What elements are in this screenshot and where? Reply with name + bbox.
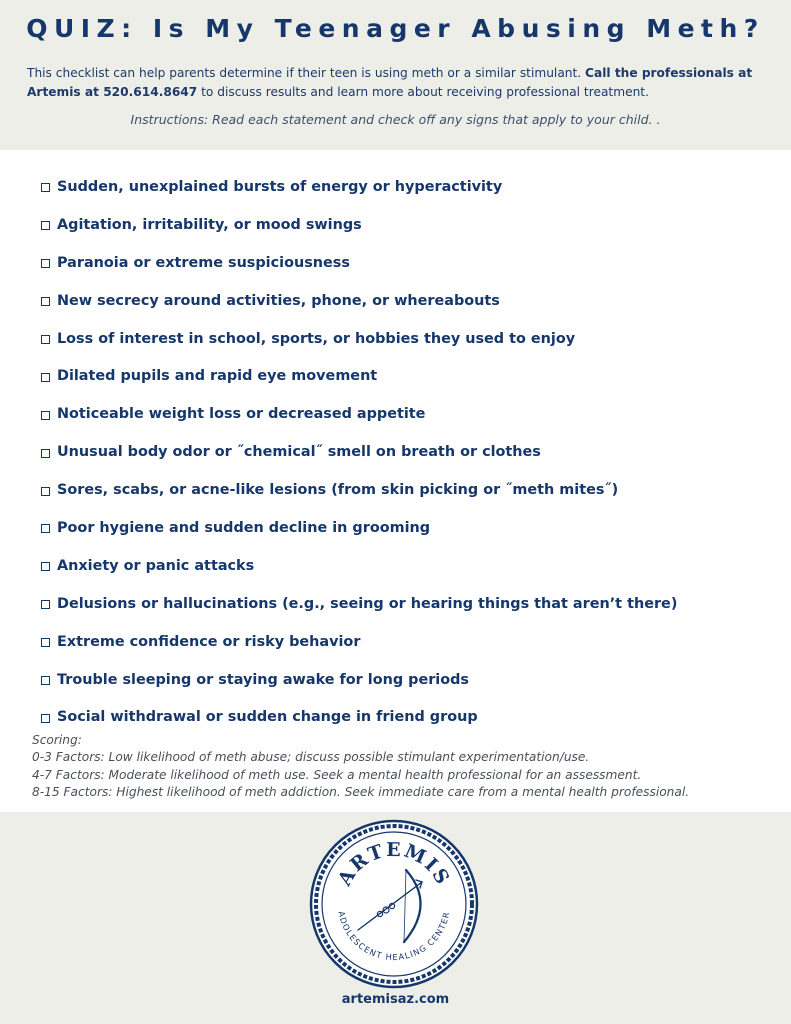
checklist-item[interactable] (41, 282, 771, 320)
checkbox[interactable] (41, 487, 50, 496)
scoring-section (32, 732, 772, 802)
checklist-item-label: Agitation, irritability, or mood swings (57, 216, 362, 233)
intro-text-after: to discuss results and learn more about receiving professional treatment. (197, 85, 649, 99)
checkbox[interactable] (41, 183, 50, 192)
checklist-item-label: Sores, scabs, or acne-like lesions (from skin picking or ˝meth mites˝) (57, 482, 619, 499)
checklist-item[interactable] (41, 661, 771, 699)
intro-call-to-action: Call the professionals at Artemis at 520.614.8647 (27, 66, 753, 99)
checkbox[interactable] (41, 411, 50, 420)
checkbox[interactable] (41, 600, 50, 609)
checklist-item[interactable] (41, 698, 771, 736)
instructions-text: Instructions: Read each statement and check off any signs that apply to your child. . (130, 112, 661, 127)
checkbox[interactable] (41, 297, 50, 306)
checklist-item[interactable] (41, 509, 771, 547)
checklist-item[interactable] (41, 357, 771, 395)
scoring-heading: Scoring: (32, 733, 82, 747)
checklist-item-label: New secrecy around activities, phone, or whereabouts (57, 292, 500, 309)
scoring-line: 4-7 Factors: Moderate likelihood of meth use. Seek a mental health professional for an assessment. (32, 767, 642, 782)
checkbox[interactable] (41, 259, 50, 268)
checklist-item-label: Dilated pupils and rapid eye movement (57, 368, 378, 385)
logo-name: ARTEMIS (333, 838, 455, 890)
checklist-item-label: Paranoia or extreme suspiciousness (57, 254, 350, 271)
intro-paragraph (27, 64, 767, 102)
checklist-item-label: Social withdrawal or sudden change in friend group (57, 709, 478, 726)
scoring-line: 0-3 Factors: Low likelihood of meth abuse; discuss possible stimulant experimentation/use. (32, 750, 590, 765)
checklist-item[interactable] (41, 471, 771, 509)
checkbox[interactable] (41, 562, 50, 571)
checkbox[interactable] (41, 373, 50, 382)
checklist-item-label: Extreme confidence or risky behavior (57, 633, 361, 650)
checklist-item-label: Unusual body odor or ˝chemical˝ smell on breath or clothes (57, 444, 541, 461)
checklist-item-label: Poor hygiene and sudden decline in grooming (57, 519, 431, 536)
checklist-item[interactable] (41, 395, 771, 433)
website-link[interactable]: artemisaz.com (341, 992, 450, 1007)
checkbox[interactable] (41, 524, 50, 533)
checkbox[interactable] (41, 335, 50, 344)
checklist-item[interactable] (41, 244, 771, 282)
checklist-item-label: Noticeable weight loss or decreased appetite (57, 406, 426, 423)
symptom-checklist (41, 168, 771, 736)
checkbox[interactable] (41, 221, 50, 230)
checkbox[interactable] (41, 449, 50, 458)
checkbox[interactable] (41, 638, 50, 647)
scoring-line: 8-15 Factors: Highest likelihood of meth addiction. Seek immediate care from a mental health professional. (32, 785, 690, 800)
checkbox[interactable] (41, 676, 50, 685)
checklist-item-label: Anxiety or panic attacks (57, 557, 255, 574)
page-title: QUIZ: Is My Teenager Abusing Meth? (26, 14, 765, 43)
checklist-item-label: Delusions or hallucinations (e.g., seeing or hearing things that aren’t there) (57, 595, 678, 612)
checklist-item[interactable] (41, 585, 771, 623)
checklist-item[interactable] (41, 433, 771, 471)
checkbox[interactable] (41, 714, 50, 723)
checklist-item[interactable] (41, 623, 771, 661)
checklist-item-label: Trouble sleeping or staying awake for long periods (57, 671, 469, 688)
artemis-logo (308, 818, 480, 990)
checklist-item[interactable] (41, 547, 771, 585)
intro-text-before: This checklist can help parents determine if their teen is using meth or a similar stimulant. (27, 66, 586, 80)
checklist-item-label: Sudden, unexplained bursts of energy or hyperactivity (57, 178, 503, 195)
logo-subtitle: ADOLESCENT HEALING CENTER (336, 910, 452, 963)
checklist-item-label: Loss of interest in school, sports, or hobbies they used to enjoy (57, 330, 576, 347)
checklist-item[interactable] (41, 206, 771, 244)
checklist-item[interactable] (41, 168, 771, 206)
checklist-item[interactable] (41, 320, 771, 358)
